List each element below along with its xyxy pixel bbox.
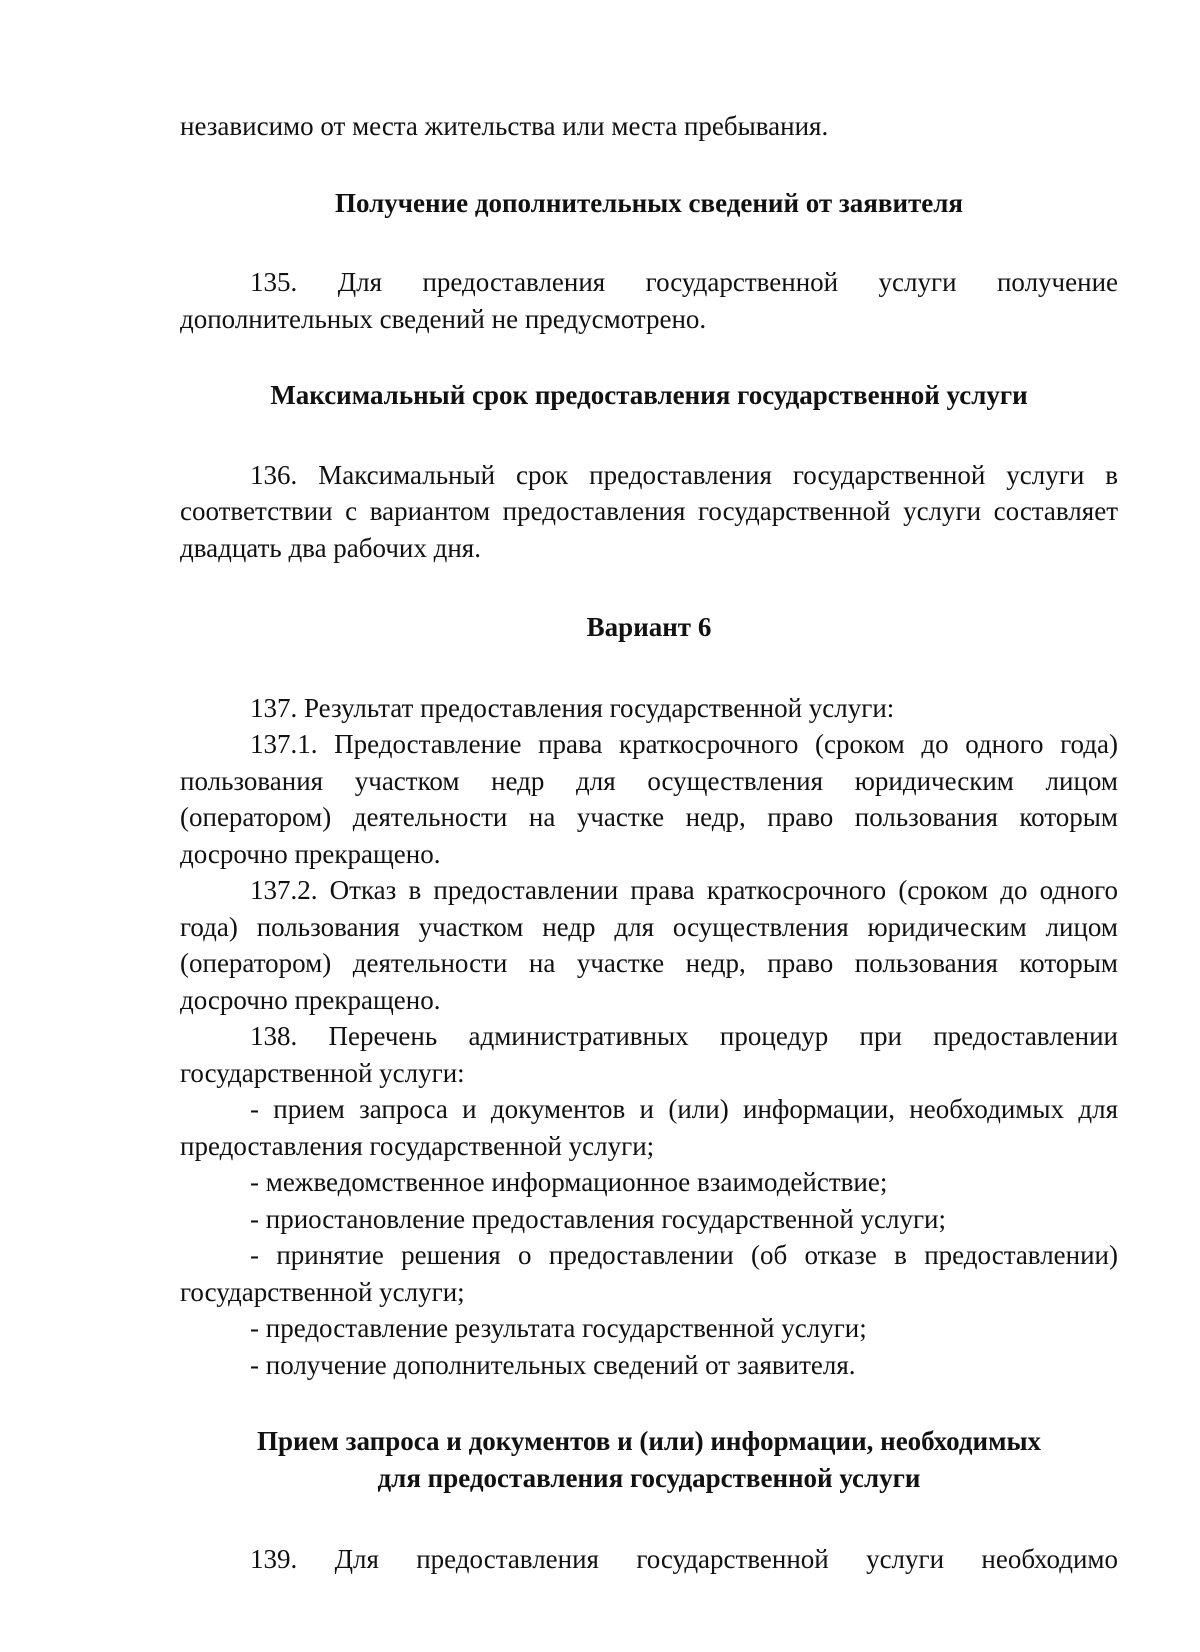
heading-request-intake	[180, 1423, 1118, 1496]
paragraph-137-2: 137.2. Отказ в предоставлении права краткосрочного (сроком до одного года) пользования участком недр для осуществления юридическим лицом (оператором) деятельности на участке недр, право пользования которым досрочно прекращено.	[180, 875, 1118, 1015]
list-item: - принятие решения о предоставлении (об отказе в предоставлении) государственной услуги;	[180, 1240, 1118, 1307]
list-item: - получение дополнительных сведений от заявителя.	[250, 1349, 856, 1380]
heading-max-term: Максимальный срок предоставления государственной услуги	[270, 380, 1028, 410]
document-body	[180, 108, 1118, 1578]
paragraph-139: 139. Для предоставления государственной услуги необходимо	[250, 1544, 1118, 1574]
heading-additional-info: Получение дополнительных сведений от заявителя	[334, 187, 964, 218]
paragraph-137: 137. Результат предоставления государственной услуги:	[250, 692, 895, 723]
paragraph-continuation: независимо от места жительства или места пребывания.	[180, 111, 829, 141]
list-item: - предоставление результата государственной услуги;	[250, 1313, 867, 1343]
paragraph-137-1: 137.1. Предоставление права краткосрочного (сроком до одного года) пользования участком недр для осуществления юридическим лицом (оператором) деятельности на участке недр, право пользования которым досрочно прекращено.	[180, 729, 1118, 869]
list-item: - приостановление предоставления государственной услуги;	[250, 1203, 947, 1234]
heading-variant-6: Вариант 6	[586, 612, 712, 642]
paragraph-135: 135. Для предоставления государственной услуги получение дополнительных сведений не предусмотрено.	[180, 267, 1118, 334]
paragraph-136: 136. Максимальный срок предоставления государственной услуги в соответствии с вариантом предоставления государственной услуги составляет двадцать два рабочих дня.	[180, 459, 1118, 563]
heading-request-intake-line-1: Прием запроса и документов и (или) информации, необходимых	[256, 1426, 1042, 1456]
paragraph-138: 138. Перечень административных процедур при предоставлении государственной услуги:	[180, 1021, 1118, 1088]
list-item: - прием запроса и документов и (или) информации, необходимых для предоставления государственной услуги;	[180, 1094, 1118, 1161]
heading-request-intake-line-2: для предоставления государственной услуги	[377, 1462, 921, 1493]
list-item: - межведомственное информационное взаимодействие;	[250, 1167, 888, 1197]
